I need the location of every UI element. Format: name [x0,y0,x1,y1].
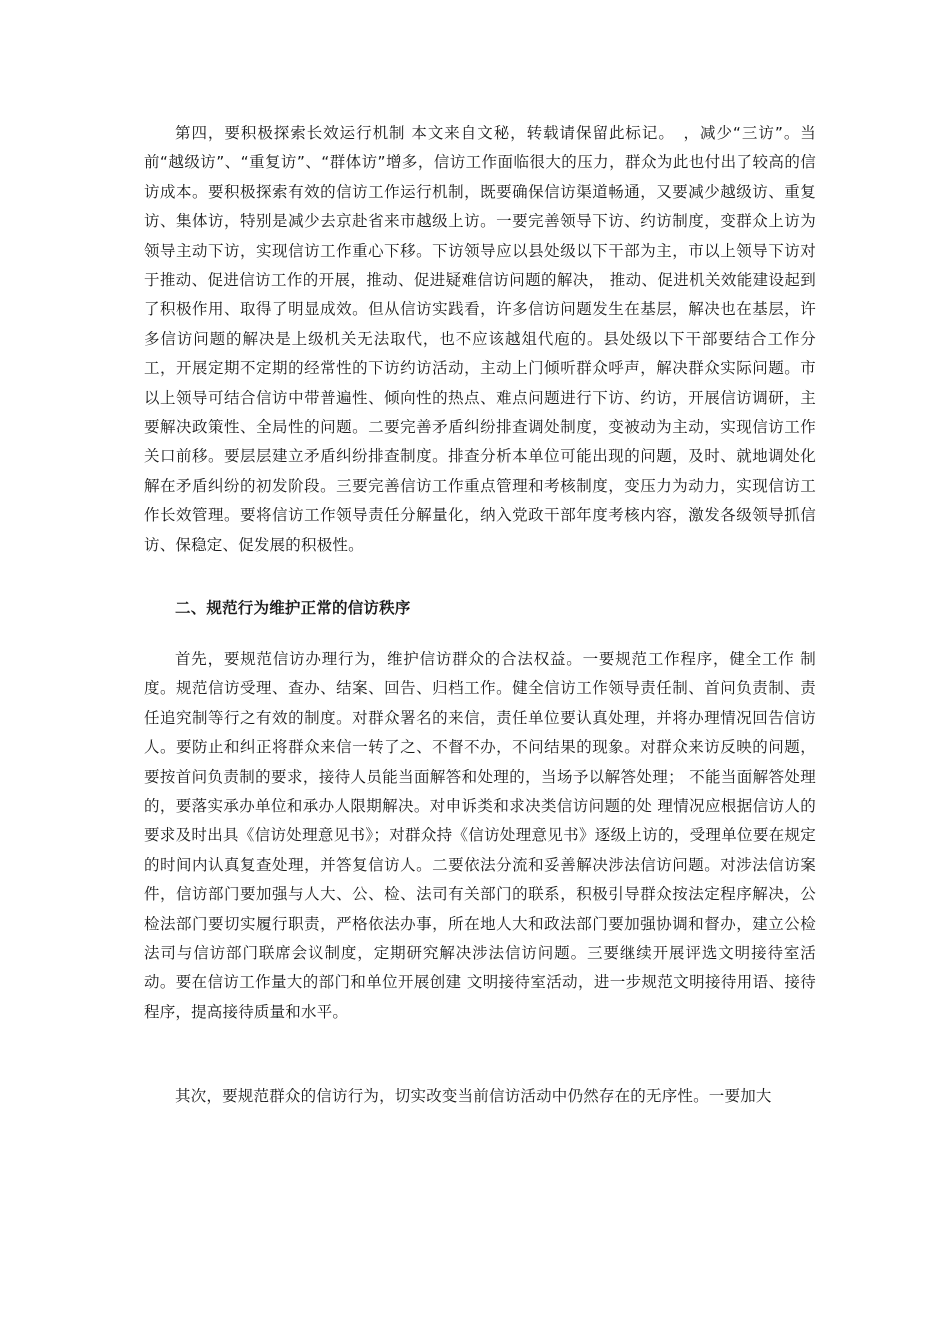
body-paragraph-long-term-mechanism: 第四，要积极探索长效运行机制 本文来自文秘，转载请保留此标记。 ，减少“三访”。当前“越级访”、“重复访”、“群体访”增多，信访工作面临很大的压力，群众为此也付出了较高的信访成本。要积极探索有效的信访工作运行机制，既要确保信访渠道畅通，又要减少越级访、重复访、集体访，特别是减少去京赴省来市越级上访。一要完善领导下访、约访制度，变群众上访为领导主动下访，实现信访工作重心下移。下访领导应以县处级以下干部为主，市以上领导下访对于推动、促进信访工作的开展，推动、促进疑难信访问题的解决， 推动、促进机关效能建设起到了积极作用、取得了明显成效。但从信访实践看，许多信访问题发生在基层，解决也在基层，许多信访问题的解决是上级机关无法取代，也不应该越俎代庖的。县处级以下干部要结合工作分工，开展定期不定期的经常性的下访约访活动，主动上门倾听群众呼声，解决群众实际问题。市以上领导可结合信访中带普遍性、倾向性的热点、难点问题进行下访、约访，开展信访调研，主要解决政策性、全局性的问题。二要完善矛盾纠纷排查调处制度，变被动为主动，实现信访工作关口前移。要层层建立矛盾纠纷排查制度。排查分析本单位可能出现的问题，及时、就地调处化解在矛盾纠纷的初发阶段。三要完善信访工作重点管理和考核制度，变压力为动力，实现信访工作长效管理。要将信访工作领导责任分解量化，纳入党政干部年度考核内容，激发各级领导抓信访、保稳定、促发展的积极性。 [144,124,816,554]
section-heading: 二、规范行为维护正常的信访秩序 [175,599,411,617]
body-paragraph-handling-conduct: 首先，要规范信访办理行为，维护信访群众的合法权益。一要规范工作程序，健全工作 制度。规范信访受理、查办、结案、回告、归档工作。健全信访工作领导责任制、首问负责制、责任追究制等行之有效的制度。对群众署名的来信，责任单位要认真处理，并将办理情况回告信访人。要防止和纠正将群众来信一转了之、不督不办，不问结果的现象。对群众来访反映的问题，要按首问负责制的要求，接待人员能当面解答和处理的，当场予以解答处理； 不能当面解答处理的，要落实承办单位和承办人限期解决。对申诉类和求决类信访问题的处 理情况应根据信访人的要求及时出具《信访处理意见书》；对群众持《信访处理意见书》逐级上访的，受理单位要在规定的时间内认真复查处理，并答复信访人。二要依法分流和妥善解决涉法信访问题。对涉法信访案件，信访部门要加强与人大、公、检、法司有关部门的联系，积极引导群众按法定程序解决，公检法部门要切实履行职责，严格依法办事，所在地人大和政法部门要加强协调和督办，建立公检法司与信访部门联席会议制度，定期研究解决涉法信访问题。三要继续开展评选文明接待室活动。要在信访工作量大的部门和单位开展创建 文明接待室活动，进一步规范文明接待用语、接待程序，提高接待质量和水平。 [144,650,816,1021]
body-paragraph-petitioner-conduct: 其次，要规范群众的信访行为，切实改变当前信访活动中仍然存在的无序性。一要加大 [175,1087,772,1105]
